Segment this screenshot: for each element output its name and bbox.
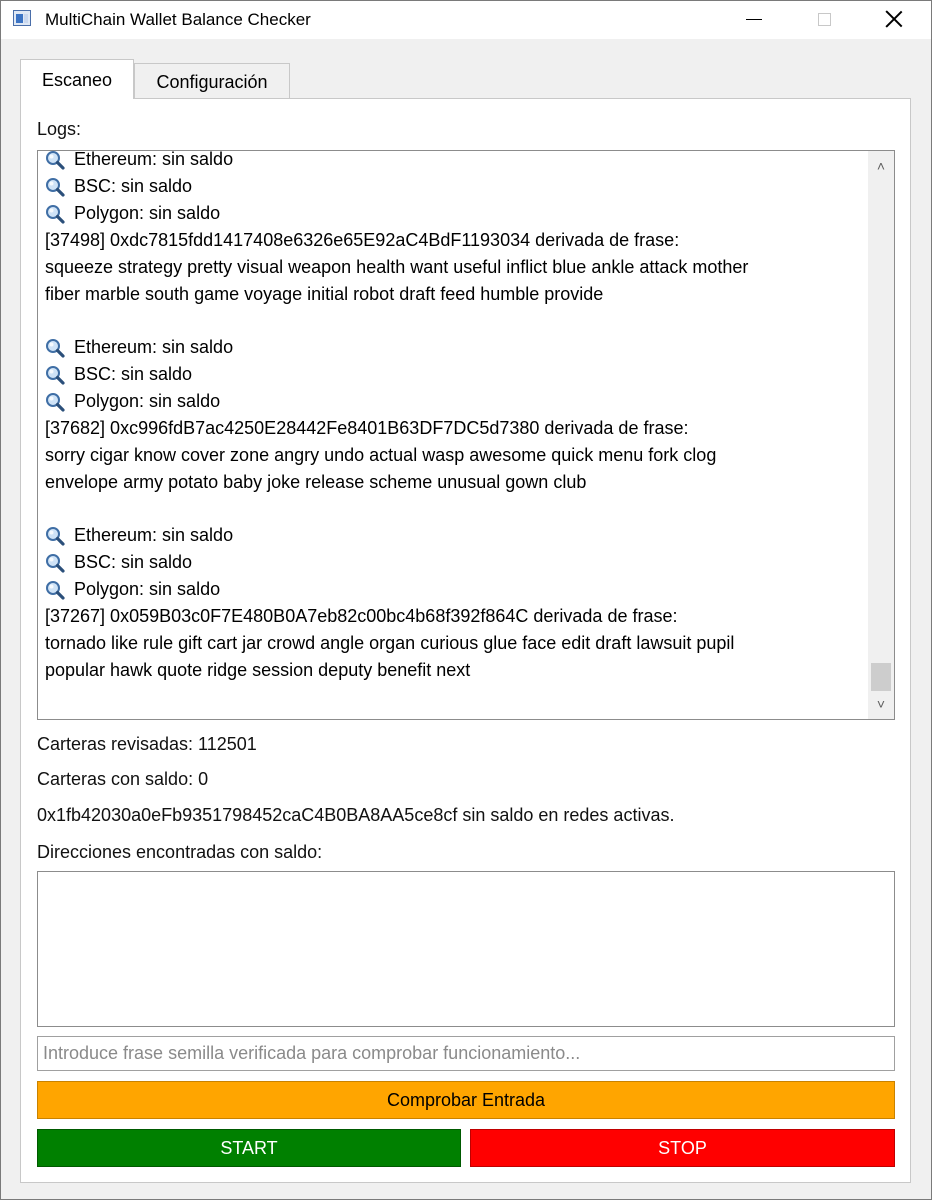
log-line xyxy=(45,388,865,415)
log-line xyxy=(45,334,865,361)
magnifier-icon xyxy=(45,365,65,385)
log-line-text: Ethereum: sin saldo xyxy=(74,525,234,545)
log-line xyxy=(45,281,865,308)
log-line xyxy=(45,415,865,442)
log-line-text: [37267] 0x059B03c0F7E480B0A7eb82c00bc4b68f392f864C derivada de frase: xyxy=(45,606,678,626)
maximize-button[interactable] xyxy=(789,1,859,37)
tab-configuracion[interactable]: Configuración xyxy=(134,63,290,98)
scrollbar-thumb[interactable] xyxy=(871,663,891,691)
wallets-with-balance-label: Carteras con saldo: 0 xyxy=(37,769,209,789)
found-addresses-list[interactable] xyxy=(37,871,895,1027)
close-icon xyxy=(885,10,903,28)
window-title: MultiChain Wallet Balance Checker xyxy=(45,10,311,29)
log-line-text: sorry cigar know cover zone angry undo actual wasp awesome quick menu fork clog xyxy=(45,445,717,465)
log-line xyxy=(45,603,865,630)
log-line-text: Polygon: sin saldo xyxy=(74,579,221,599)
log-line-text: Ethereum: sin saldo xyxy=(74,337,234,357)
tab-escaneo[interactable]: Escaneo xyxy=(20,59,134,99)
maximize-icon xyxy=(818,13,831,26)
close-button[interactable] xyxy=(859,1,929,37)
minimize-icon xyxy=(746,19,762,20)
app-icon xyxy=(13,10,31,26)
log-line-text: Ethereum: sin saldo xyxy=(74,150,234,169)
magnifier-icon xyxy=(45,338,65,358)
scroll-down-icon[interactable]: ˅ xyxy=(876,696,886,712)
log-line xyxy=(45,173,865,200)
magnifier-icon xyxy=(45,204,65,224)
log-line-text: BSC: sin saldo xyxy=(74,552,193,572)
log-line-text: [37498] 0xdc7815fdd1417408e6326e65E92aC4BdF1193034 derivada de frase: xyxy=(45,230,680,250)
magnifier-icon xyxy=(45,150,65,170)
log-scrollbar[interactable] xyxy=(868,151,894,719)
magnifier-icon xyxy=(45,580,65,600)
magnifier-icon xyxy=(45,526,65,546)
log-line xyxy=(45,200,865,227)
log-line-text: [37682] 0xc996fdB7ac4250E28442Fe8401B63DF7DC5d7380 derivada de frase: xyxy=(45,418,689,438)
minimize-button[interactable] xyxy=(719,1,789,37)
last-status-label: 0x1fb42030a0eFb9351798452caC4B0BA8AA5ce8cf sin saldo en redes activas. xyxy=(37,805,675,825)
log-line xyxy=(45,630,865,657)
log-line-text: tornado like rule gift cart jar crowd angle organ curious glue face edit draft lawsuit pupil xyxy=(45,633,735,653)
magnifier-icon xyxy=(45,177,65,197)
log-blank-line xyxy=(45,308,865,334)
log-line xyxy=(45,361,865,388)
log-line-text: Polygon: sin saldo xyxy=(74,391,221,411)
log-output[interactable] xyxy=(37,150,895,720)
wallets-reviewed-label: Carteras revisadas: 112501 xyxy=(37,734,257,754)
log-line xyxy=(45,469,865,496)
stop-button[interactable]: STOP xyxy=(470,1129,895,1167)
log-line xyxy=(45,522,865,549)
magnifier-icon xyxy=(45,392,65,412)
log-line-text: Polygon: sin saldo xyxy=(74,203,221,223)
magnifier-icon xyxy=(45,553,65,573)
log-line-text: fiber marble south game voyage initial robot draft feed humble provide xyxy=(45,284,604,304)
log-line xyxy=(45,442,865,469)
log-line-text: BSC: sin saldo xyxy=(74,176,193,196)
seed-phrase-input[interactable] xyxy=(37,1036,895,1071)
log-line-text: envelope army potato baby joke release scheme unusual gown club xyxy=(45,472,587,492)
log-line xyxy=(45,657,865,684)
log-line-text: squeeze strategy pretty visual weapon health want useful inflict blue ankle attack mother xyxy=(45,257,749,277)
start-button[interactable]: START xyxy=(37,1129,461,1167)
logs-label: Logs: xyxy=(37,119,82,139)
check-entry-button[interactable]: Comprobar Entrada xyxy=(37,1081,895,1119)
log-line xyxy=(45,576,865,603)
log-line xyxy=(45,254,865,281)
log-line-text: BSC: sin saldo xyxy=(74,364,193,384)
log-lines xyxy=(45,150,865,684)
log-line xyxy=(45,150,865,173)
title-bar xyxy=(1,1,931,39)
log-line-text: popular hawk quote ridge session deputy benefit next xyxy=(45,660,471,680)
found-addresses-label: Direcciones encontradas con saldo: xyxy=(37,842,323,862)
log-line xyxy=(45,227,865,254)
log-line xyxy=(45,549,865,576)
scroll-up-icon[interactable]: ˄ xyxy=(876,158,886,174)
log-blank-line xyxy=(45,496,865,522)
